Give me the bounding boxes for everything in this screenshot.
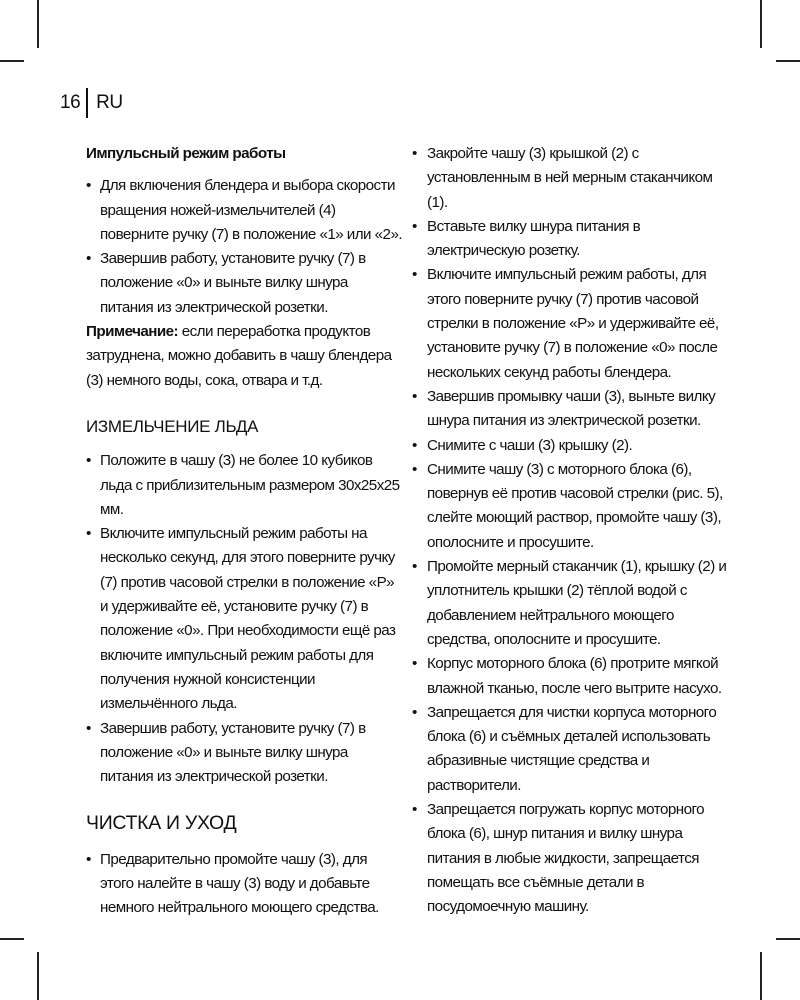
pulse-mode-note: [86, 320, 404, 393]
note-text: если переработка продуктов затруднена, можно добавить в чашу блендера (3) немного воды, сока, отвара и т.д.: [86, 323, 392, 389]
crop-mark-bottom-right-horizontal: [776, 938, 800, 940]
pulse-mode-list: [86, 174, 404, 320]
list-item: • Вставьте вилку шнура питания в электрическую розетку.: [412, 215, 734, 264]
list-item: • Включите импульсный режим работы, для этого поверните ручку (7) против часовой стрелки в положение «P» и удерживайте её, установите ручку (7) в положение «0» после нескольких секунд работы блендера.: [412, 263, 734, 384]
list-item: • Снимите с чаши (3) крышку (2).: [412, 434, 734, 458]
list-item: • Промойте мерный стаканчик (1), крышку (2) и уплотнитель крышки (2) тёплой водой с добавлением нейтрального моющего средства, ополосните и просушите.: [412, 555, 734, 652]
page-header: [60, 88, 123, 118]
list-item: • Включите импульсный режим работы на несколько секунд, для этого поверните ручку (7) против часовой стрелки в положение «P» и удерживайте её, установите ручку (7) в положение «0». При необходимости ещё раз включите импульсный режим работы для получения нужной консистенции измельчённого льда.: [86, 522, 404, 716]
page-number: 16: [60, 92, 81, 113]
cleaning-heading: ЧИСТКА И УХОД: [86, 812, 237, 835]
right-column: [412, 142, 734, 920]
language-label: RU: [96, 92, 123, 113]
list-item: • Завершив промывку чаши (3), выньте вилку шнура питания из электрической розетки.: [412, 385, 734, 434]
list-item: • Снимите чашу (3) с моторного блока (6), повернув её против часовой стрелки (рис. 5), слейте моющий раствор, промойте чашу (3), ополосните и просушите.: [412, 458, 734, 555]
list-item: • Завершив работу, установите ручку (7) в положение «0» и выньте вилку шнура питания из электрической розетки.: [86, 247, 404, 320]
pulse-mode-heading: Импульсный режим работы: [86, 145, 286, 162]
list-item: • Запрещается для чистки корпуса моторного блока (6) и съёмных деталей использовать абразивные чистящие средства и растворители.: [412, 701, 734, 798]
list-item: • Закройте чашу (3) крышкой (2) с установленным в ней мерным стаканчиком (1).: [412, 142, 734, 215]
note-label: Примечание:: [86, 323, 179, 341]
list-item: • Для включения блендера и выбора скорости вращения ножей-измельчителей (4) поверните ручку (7) в положение «1» или «2».: [86, 174, 404, 247]
ice-crushing-heading: ИЗМЕЛЬЧЕНИЕ ЛЬДА: [86, 416, 259, 436]
list-item: • Корпус моторного блока (6) протрите мягкой влажной тканью, после чего вытрите насухо.: [412, 652, 734, 701]
crop-mark-bottom-left-vertical: [37, 952, 39, 1000]
left-column: [86, 142, 404, 921]
header-divider: [86, 88, 88, 118]
cleaning-list: [86, 848, 404, 921]
list-item: • Запрещается погружать корпус моторного блока (6), шнур питания и вилку шнура питания в любые жидкости, запрещается помещать все съёмные детали в посудомоечную машину.: [412, 798, 734, 919]
crop-mark-bottom-right-vertical: [760, 952, 762, 1000]
crop-mark-top-right-vertical: [760, 0, 762, 48]
list-item: • Завершив работу, установите ручку (7) в положение «0» и выньте вилку шнура питания из электрической розетки.: [86, 717, 404, 790]
crop-mark-top-right-horizontal: [776, 60, 800, 62]
ice-crushing-list: [86, 449, 404, 789]
crop-mark-top-left-horizontal: [0, 60, 24, 62]
crop-mark-top-left-vertical: [37, 0, 39, 48]
list-item: • Предварительно промойте чашу (3), для этого налейте в чашу (3) воду и добавьте немного нейтрального моющего средства.: [86, 848, 404, 921]
crop-mark-bottom-left-horizontal: [0, 938, 24, 940]
list-item: • Положите в чашу (3) не более 10 кубиков льда с приблизительным размером 30х25х25 мм.: [86, 449, 404, 522]
cleaning-steps-list: [412, 142, 734, 920]
